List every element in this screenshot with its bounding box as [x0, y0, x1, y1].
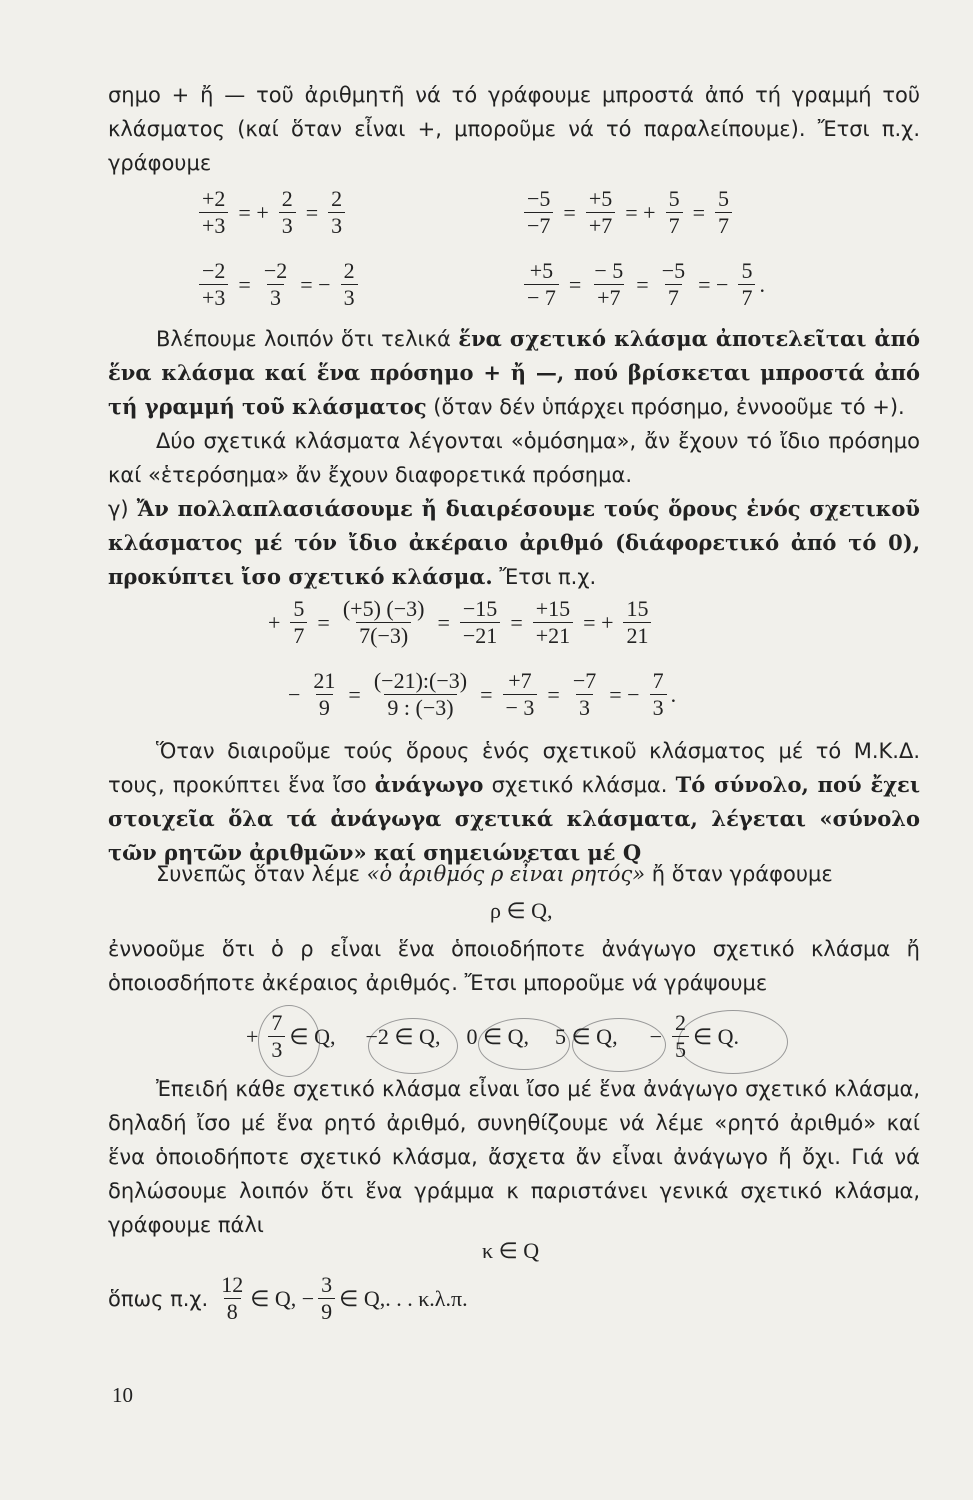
fraction: $\frac{3}{9}$: [318, 1272, 335, 1325]
text-run: Ὅταν διαιροῦμε τούς ὅρους ἑνός σχετικοῦ κλάσματος μέ τό Μ.Κ.Δ. τους, προκύπτει ἕνα ἴσο: [108, 739, 920, 797]
paragraph-consequently: [108, 857, 920, 891]
fraction: $\frac{(-21):(-3)}{9 : (-3)}$: [373, 668, 468, 720]
fraction: $\frac{+15}{+21}$: [533, 596, 573, 649]
paragraph-intro-text: σημο + ἤ — τοῦ ἀριθμητῆ νά τό γράφουμε μπροστά ἀπό τή γραμμή τοῦ κλάσματος (καί ὅταν εἶναι +, μποροῦμε νά τό παραλείπουμε). Ἔτσι π.χ. γράφουμε: [108, 83, 920, 175]
equation-divide: − $\frac{21}{9}$ = $\frac{(-21):(-3)}{9 : (-3)}$ = $\frac{+7}{- 3}$ = $\frac{-7}{3}$ = − $\frac{7}{3}$ .: [288, 668, 677, 720]
text-run: Ἐπειδή κάθε σχετικό κλάσμα εἶναι ἴσο μέ ἕνα ἀνάγωγο σχετικό κλάσμα, δηλαδή ἴσο μέ ἕνα ρητό ἀριθμό, συνηθίζουμε νά λέμε «ρητό ἀριθμό» καί ἕνα ὁποιοδήποτε σχετικό κλάσμα, ἄσχετα ἄν εἶναι ἀνάγωγο ἤ ὄχι. Γιά νά δηλώσουμε λοιπόν ὅτι ἕνα γράμμα κ παριστάνει γενικά σχετικό κλάσμα, γράφουμε πάλι: [108, 1077, 920, 1237]
fraction: $\frac{-5}{7}$: [661, 258, 686, 310]
fraction: $\frac{7}{3}$: [268, 1010, 285, 1063]
fraction: $\frac{5}{7}$: [738, 258, 755, 311]
fraction: $\frac{-2}{+3}$: [199, 258, 228, 311]
paragraph-common-usage: [108, 1072, 920, 1242]
paragraph-rule-c: [108, 492, 920, 594]
text-run: σχετικό κλάσμα.: [483, 773, 676, 797]
bold-run: Ἄν πολλαπλασιάσουμε ἤ διαιρέσουμε τούς ὅρους ἑνός σχετικοῦ κλάσματος μέ τόν ἴδιο ἀκέραιο ἀριθμό (διάφορετικό ἀπό τό 0), προκύπτει ἴσο σχετικό κλάσμα.: [108, 496, 921, 589]
fraction: $\frac{+2}{+3}$: [199, 186, 228, 239]
fraction: $\frac{(+5) (-3)}{7(-3)}$: [342, 596, 425, 648]
fraction: $\frac{2}{5}$: [672, 1010, 689, 1063]
fraction: $\frac{2}{3}$: [279, 186, 296, 239]
fraction: $\frac{5}{7}$: [290, 596, 307, 649]
formula-kappa-in-q: κ ∈ Q: [482, 1238, 540, 1263]
fraction: $\frac{2}{3}$: [328, 186, 345, 239]
equation-multiply: + $\frac{5}{7}$ = $\frac{(+5) (-3)}{7(-3)}$ = $\frac{-15}{-21}$ = $\frac{+15}{+21}$ = + $\frac{15}{21}$: [262, 596, 655, 649]
paragraph-meaning: [108, 932, 920, 1000]
page-number: 10: [112, 1383, 133, 1407]
equation-row-1-right: $\frac{-5}{-7}$ = $\frac{+5}{+7}$ = + $\frac{5}{7}$ = $\frac{5}{7}$: [520, 186, 736, 239]
fraction: $\frac{12}{8}$: [221, 1272, 244, 1324]
formula-rho-in-q: ρ ∈ Q,: [490, 898, 553, 923]
fraction: $\frac{+5}{+7}$: [586, 186, 615, 239]
text-run: Βλέπουμε λοιπόν ὅτι τελικά: [156, 327, 459, 351]
fraction: $\frac{- 5}{+7}$: [594, 258, 624, 310]
fraction: $\frac{2}{3}$: [341, 258, 358, 311]
text-run: Ἔτσι π.χ.: [492, 565, 597, 589]
fraction: $\frac{7}{3}$: [650, 668, 667, 721]
fraction: $\frac{-5}{-7}$: [524, 186, 553, 239]
fraction: $\frac{5}{7}$: [666, 186, 683, 239]
bold-run: Τό σύνολο, πού ἔχει στοιχεῖα ὅλα τά ἀνάγωγα σχετικά κλάσματα, λέγεται «σύνολο τῶν ρητῶν ἀριθμῶν» καί σημειώνεται μέ Q: [108, 772, 920, 865]
fraction: $\frac{-15}{-21}$: [460, 596, 500, 649]
equation-row-2-right: $\frac{+5}{- 7}$ = $\frac{- 5}{+7}$ = $\frac{-5}{7}$ = − $\frac{5}{7}$ .: [520, 258, 765, 311]
italic-run: «ὁ ἀριθμός ρ εἶναι ρητός»: [366, 862, 646, 886]
equation-examples-in-q: + $\frac{7}{3}$ ∈ Q, −2 ∈ Q, 0 ∈ Q, 5 ∈ Q, − $\frac{2}{5}$ ∈ Q.: [246, 1010, 740, 1062]
bold-run: ἕνα σχετικό κλάσμα ἀποτελεῖται ἀπό ἕνα κλάσμα καί ἕνα πρόσημο + ἤ —, πού βρίσκεται μπροστά ἀπό τή γραμμή τοῦ κλάσματος: [108, 326, 920, 419]
text-run: Δύο σχετικά κλάσματα λέγονται «ὁμόσημα», ἄν ἔχουν τό ἴδιο πρόσημο καί «ἑτερόσημα» ἄν ἔχουν διαφορετικά πρόσημα.: [108, 429, 920, 487]
fraction: $\frac{-2}{3}$: [263, 258, 288, 310]
list-marker: γ): [108, 497, 137, 521]
bold-run: ἀνάγωγο: [374, 772, 484, 797]
fraction: $\frac{-7}{3}$: [572, 668, 597, 720]
text-run: ἤ ὅταν γράφουμε: [645, 862, 833, 886]
fraction: $\frac{15}{21}$: [623, 596, 651, 649]
text-run: (ὅταν δέν ὑπάρχει πρόσημο, ἐννοοῦμε τό +).: [426, 395, 905, 419]
fraction: $\frac{+5}{- 7}$: [524, 258, 559, 311]
fraction: $\frac{21}{9}$: [313, 668, 336, 720]
text-run: ἐννοοῦμε ὅτι ὁ ρ εἶναι ἕνα ὁποιοδήποτε ἀνάγωγο σχετικό κλάσμα ἤ ὁποιοσδήποτε ἀκέραιος ἀριθμός. Ἔτσι μποροῦμε νά γράψουμε: [108, 937, 920, 995]
equation-row-2-left: $\frac{-2}{+3}$ = $\frac{-2}{3}$ = − $\frac{2}{3}$: [195, 258, 362, 311]
paragraph-intro: [108, 78, 920, 180]
fraction: $\frac{+7}{- 3}$: [503, 668, 538, 721]
paragraph-same-sign: [108, 424, 920, 492]
text-run: Συνεπῶς ὅταν λέμε: [156, 862, 367, 886]
equation-row-1-left: $\frac{+2}{+3}$ = + $\frac{2}{3}$ = $\frac{2}{3}$: [195, 186, 349, 239]
equation-final-examples: ὅπως π.χ. $\frac{12}{8}$ ∈ Q, − $\frac{3}{9}$ ∈ Q,. . . κ.λ.π.: [108, 1272, 468, 1324]
paragraph-rational-set: [108, 734, 920, 870]
paragraph-definition: [108, 322, 920, 424]
fraction: $\frac{5}{7}$: [715, 186, 732, 239]
